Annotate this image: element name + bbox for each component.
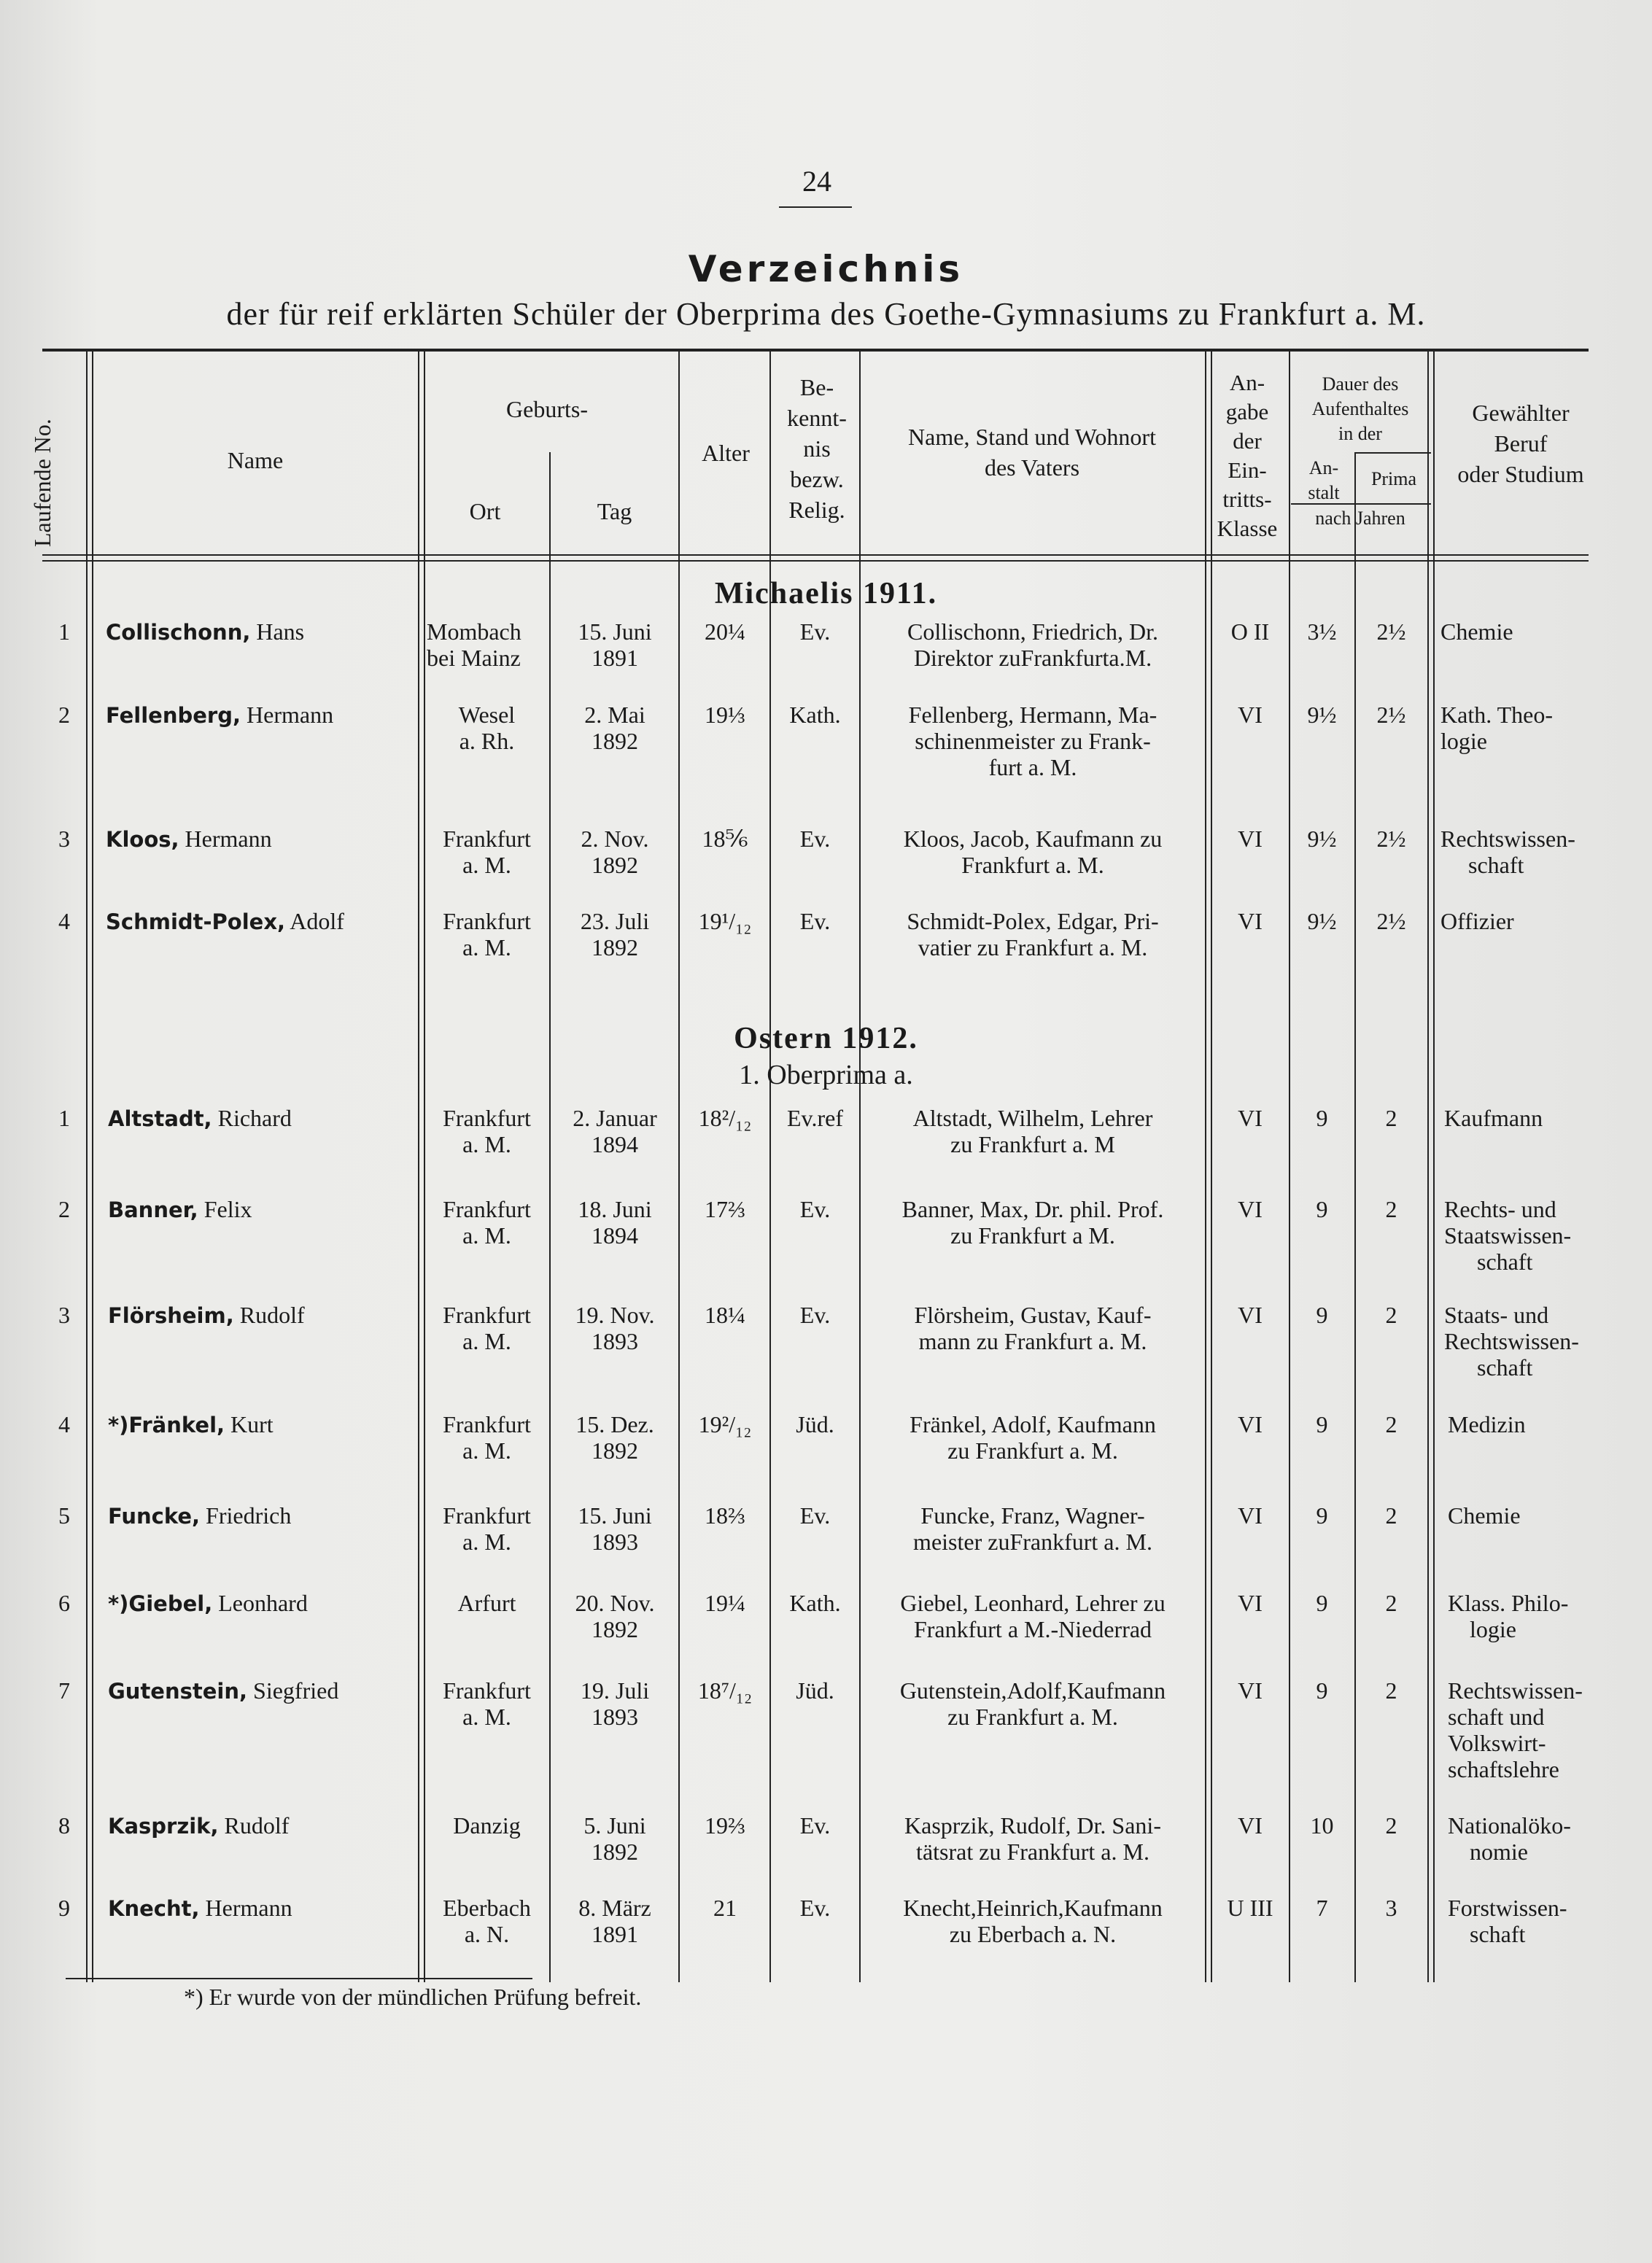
section-title: Ostern 1912. [734, 1022, 918, 1055]
section-subtitle: 1. Oberprima a. [739, 1060, 913, 1090]
header-nach-jahren: nach Jahren [1315, 508, 1405, 529]
header-prima: Prima [1370, 468, 1417, 489]
footnote: *) Er wurde von der mündlichen Prüfung befreit. [184, 1984, 642, 2010]
header-jahren-rule [1291, 503, 1431, 505]
document-title: Verzeichnis [688, 248, 964, 290]
col-line [1354, 452, 1356, 1982]
header-bekenntnis: Be- kennt- nis bezw. Relig. [787, 374, 847, 523]
header-angabe: An- gabe der Ein- tritts- Klasse [1217, 370, 1278, 541]
document-page: 24 Verzeichnis der für reif erklärten Schüler der Oberprima des Goethe-Gymnasiums zu Frankfurt a. M. Laufende No. Name Geburts- Ort Tag Alter Be- kennt- nis bezw. Relig. Name, Stand und Wohnort des Vaters An- gabe der Ein- tritts- Klasse Dauer des Aufenthaltes in der An- stalt Prima nach Jahren Gewählter Beruf oder Studium Michaelis 1911. 1 Collischonn, Hans Mombach bei Mainz 15. Juni 1891 20¼ Ev. Collischonn, Friedrich, Dr. Direktor zuFrankfurta.M. O II 3½ 2½ Chemie 2 Fellenberg, Hermann Wesel a. Rh. 2. Mai 1892 19⅓ Kath. Fellenberg, Hermann, Ma- schinenmeister zu Frank- furt a. M. VI 9½ 2½ Kath. Theo- logie 3 Kloos, Hermann Frankfurt a. M. 2. Nov. 1892 18⅚ Ev. Kloos, Jacob, Kaufmann zu Frankfurt a. M. VI 9½ 2½ Rechtswissen- schaft 4 Schmidt-Polex, Adolf Frankfurt a. M. 23. Juli 1892 19¹/₁₂ Ev. Schmidt-Polex, Edgar, Pri- vatier zu Frankfurt a. M. VI 9½ 2½ Offizier Ostern 1912. 1. Oberprima a. 1 Altstadt, Richard Frankfurt a. M. 2. Januar 1894 18²/₁₂ Ev.ref Altstadt, Wilhelm, Lehrer zu Frankfurt a. M VI 9 2 Kaufmann 2 Banner, Felix Frankfurt a. M. 18. Juni 1894 17⅔ Ev. Banner, Max, Dr. phil. Prof. zu Frankfurt a M. VI 9 2 Rechts- und Staatswissen- schaft 3 Flörsheim, Rudolf Frankfurt a. M. 19. Nov. 1893 18¼ Ev. Flörsheim, Gustav, Kauf- mann zu Frankfurt a. M. VI 9 2 Staats- und Rechtswissen- schaft 4 *)Fränkel, Kurt Frankfurt a. M. 15. Dez. 1892 19²/₁₂ Jüd. Fränkel, Adolf, Kaufmann zu Frankfurt a. M. VI 9 2 Medizin 5 Funcke, Friedrich Frankfurt a. M. 15. Juni 1893 18⅔ Ev. Funcke, Franz, Wagner- meister zuFrankfurt a. M. VI 9 2 Chemie 6 *)Giebel, Leonhard Arfurt 20. Nov. 1892 19¼ Kath. Giebel, Leonhard, Lehrer zu Frankfurt a M.-Niederrad VI 9 2 Klass. Philo- logie 7 Gutenstein, Siegfried Frankfurt a. M. 19. Juli 1893 18⁷/₁₂ Jüd. Gutenstein,Adolf,Kaufmann zu Frankfurt a. M. VI 9 2 Rechtswissen- schaft und Volkswirt- schaftslehre 8 Kasprzik, Rudolf Danzig 5. Juni 1892 19⅔ Ev. Kasprzik, Rudolf, Dr. Sani- tätsrat zu Frankfurt a. M. VI 10 2 Nationalöko- nomie 9 Knecht, Hermann Eberbach a. N. 8. März 1891 21 Ev. Knecht,Heinrich,Kaufmann zu Eberbach a. N. U III 7 3 Forstwissen- schaft *) Er wurde von der mündlichen Prüfung befreit. [0, 0, 1652, 2263]
header-beruf: Gewählter Beruf oder Studium [1457, 400, 1584, 487]
document-subtitle: der für reif erklärten Schüler der Oberprima des Goethe-Gymnasiums zu Frankfurt a. M. [226, 296, 1426, 332]
col-line [549, 452, 551, 1982]
page-number: 24 [802, 165, 831, 198]
section-title: Michaelis 1911. [714, 577, 938, 610]
header-vater: Name, Stand und Wohnort des Vaters [908, 424, 1156, 481]
header-dauer: Dauer des Aufenthaltes in der [1311, 373, 1409, 444]
header-ort: Ort [469, 498, 501, 524]
header-bottom-rule-2 [42, 560, 1589, 562]
header-geburts: Geburts- [506, 396, 588, 422]
footnote-rule [66, 1978, 532, 1979]
header-laufende: Laufende No. [29, 419, 55, 547]
header-top-rule [42, 349, 1589, 352]
header-alter: Alter [702, 440, 750, 466]
page-number-rule [779, 206, 852, 208]
header-name: Name [227, 447, 284, 473]
header-anstalt: An- stalt [1308, 457, 1340, 503]
header-tag: Tag [597, 498, 632, 524]
header-bottom-rule [42, 554, 1589, 556]
header-dauer-split-rule [1354, 452, 1431, 454]
